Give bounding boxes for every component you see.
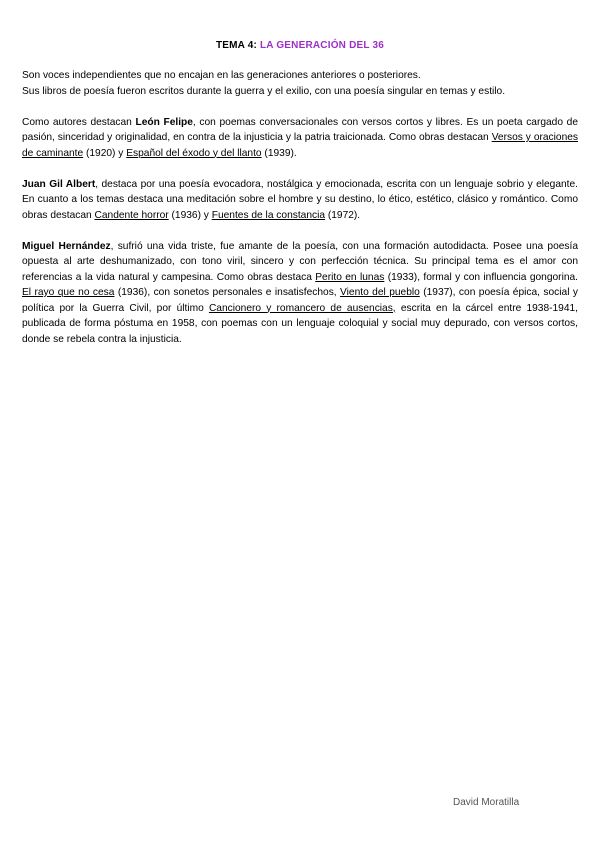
work-title-espanol-del-exodo: Español del éxodo y del llanto	[126, 147, 262, 159]
work-title-el-rayo-que-no-cesa: El rayo que no cesa	[22, 287, 115, 298]
author-name-miguel-hernandez: Miguel Hernández	[22, 240, 111, 252]
juan-gil-albert-text-3: (1972).	[325, 209, 361, 221]
work-title-cancionero-y-romancero: Cancionero y romancero de ausencias,	[208, 302, 396, 314]
leon-felipe-text-1: Como autores destacan	[22, 116, 136, 128]
juan-gil-albert-text-1: , destaca por una poesía evocadora, nostálgica y emocionada, escrita con un lenguaje sobrio y elegante. En cuanto a los temas destaca una meditación sobre el hombre y su destino, lo ético, estético, clásico y romántico. Como obras destacan	[22, 178, 579, 221]
leon-felipe-text-4: (1939).	[261, 147, 297, 159]
juan-gil-albert-text-2: (1936) y	[168, 209, 212, 221]
intro-line-2: Sus libros de poesía fueron escritos durante la guerra y el exilio, con una poesía singular en temas y estilo.	[22, 85, 506, 97]
page-title	[0, 40, 600, 51]
work-title-fuentes-de-la-constancia: Fuentes de la constancia	[211, 209, 326, 221]
miguel-hernandez-paragraph	[22, 239, 578, 348]
work-title-versos-y-oraciones: Versos y oraciones de caminante	[22, 132, 578, 159]
work-title-candente-horror: Candente horror	[94, 209, 169, 221]
author-name-juan-gil-albert: Juan Gil Albert	[22, 178, 96, 190]
miguel-hernandez-text-2: (1933), formal y con influencia gongorina.	[384, 271, 578, 283]
intro-paragraph	[22, 68, 578, 99]
miguel-hernandez-text-5: escrita en la cárcel entre 1938-1941, publicada de forma póstuma en 1958, con poemas con un lenguaje coloquial y social muy depurado, con versos cortos, donde se rebela contra la injusticia.	[22, 302, 579, 345]
intro-line-1: Son voces independientes que no encajan en las generaciones anteriores o posteriores.	[22, 70, 421, 81]
document-body	[22, 68, 578, 363]
title-prefix: TEMA 4:	[215, 40, 257, 51]
miguel-hernandez-text-3: (1936), con sonetos personales e insatisfechos,	[114, 287, 341, 298]
miguel-hernandez-text-1: , sufrió una vida triste, fue amante de la poesía, con una formación autodidacta. Posee una poesía opuesta al arte deshumanizado, con tono viril, sincero y con perfección técnica. Su principal tema es el amor con referencias a la vida natural y campesina. Como obras destaca	[22, 240, 579, 283]
work-title-perito-en-lunas: Perito en lunas	[315, 271, 385, 283]
leon-felipe-text-3: (1920) y	[83, 147, 127, 159]
leon-felipe-paragraph	[22, 115, 578, 162]
work-title-viento-del-pueblo: Viento del pueblo	[340, 287, 420, 298]
miguel-hernandez-text-4: (1937), con poesía épica, social y política por la Guerra Civil, por último	[22, 287, 578, 314]
author-name-leon-felipe: León Felipe	[135, 116, 193, 128]
footer-author: David Moratilla	[453, 797, 520, 808]
title-highlight: LA GENERACIÓN DEL 36	[259, 40, 385, 51]
juan-gil-albert-paragraph	[22, 177, 578, 224]
leon-felipe-text-2: , con poemas conversacionales con versos cortos y libres. Es un poeta cargado de pasión, sinceridad y originalidad, en contra de la injusticia y la patria traicionada. Como obras destacan	[22, 116, 578, 143]
